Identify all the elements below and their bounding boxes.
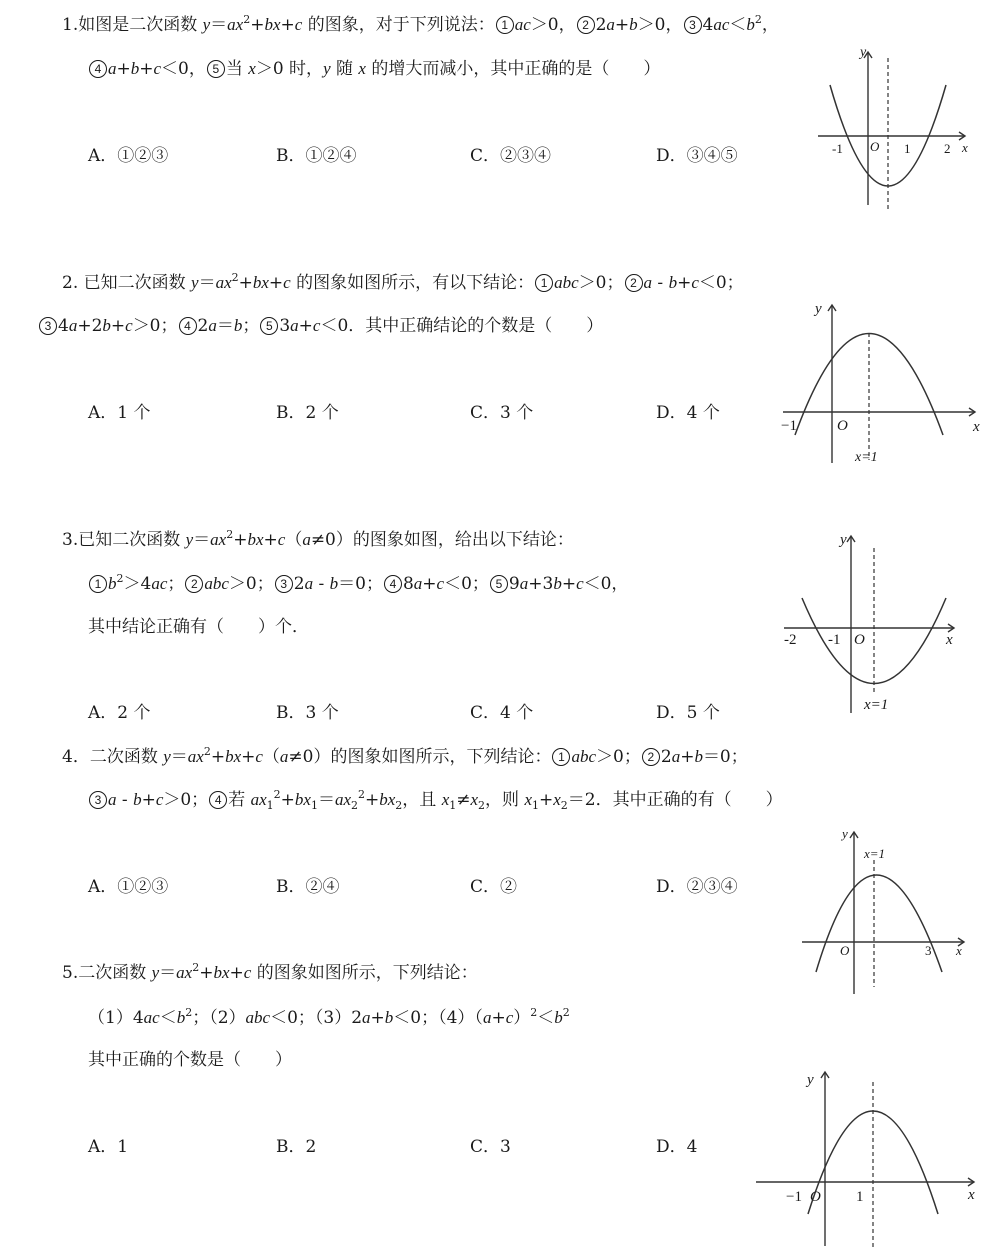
q4-origin-label: O bbox=[840, 943, 850, 958]
q1-s1: ＞0， bbox=[530, 15, 576, 35]
q2-s2: ＜0； bbox=[698, 273, 744, 293]
q4-s3: ＞0； bbox=[163, 790, 209, 810]
q4-stem-mid: （ bbox=[262, 747, 280, 767]
q4-y-label: y bbox=[842, 826, 848, 841]
q5-stem-tail: 的图象如图所示，下列结论： bbox=[251, 963, 478, 983]
q1-option-c[interactable]: C．②③④ bbox=[470, 146, 552, 166]
q3-option-a[interactable]: A．2 个 bbox=[88, 703, 151, 723]
q4-s4-tail: ．其中正确的有（ ） bbox=[595, 790, 783, 810]
q1-s5-c: 随 bbox=[330, 59, 359, 79]
q2-s5: ＜0．其中正确结论的个数是（ ） bbox=[320, 316, 604, 336]
q4-stem-line1: 4．二次函数 $y=ax^2+bx+c(a\ne 0)$的图象如图所示，下列结论： 1 abc＞0； 2 2a+b＝0； bbox=[62, 745, 748, 767]
q5-y-label: y bbox=[807, 1072, 814, 1088]
q1-s5-b: ＞0 时， bbox=[255, 59, 324, 79]
q3-graph bbox=[780, 528, 980, 718]
q3-stem-line2: 1 $b^2>4ac$； 2 abc＞0； 3 2a - b＝0； 4 8a+c＜0； 5 9a+3b+c＜0， bbox=[88, 573, 628, 595]
q2-s1: ＞0； bbox=[578, 273, 624, 293]
q2-y-label: y bbox=[815, 301, 822, 317]
q5-s1-label: （1） bbox=[88, 1008, 133, 1028]
q2-s3: ＞0； bbox=[132, 316, 178, 336]
q5-graph bbox=[752, 1062, 987, 1252]
q4-stem-line2: 3 a - b+c＞0； 4 若 $ax_1^2+bx_1=ax_2^2+bx_2$，且 $x_1\ne x_2$，则 $x_1+x_2=2$．其中正确的有（ ） bbox=[88, 789, 783, 811]
q4-graph bbox=[798, 822, 973, 997]
q1-s5-d: 的增大而减小，其中正确的是（ ） bbox=[365, 59, 661, 79]
q4-stem-tail: ≠0）的图象如图所示，下列结论： bbox=[288, 747, 552, 767]
q2-tick-neg1: −1 bbox=[781, 418, 797, 434]
q5-stem-line2: $(1)4ac<b^2$；（2）abc＜0；（3）2a+b＜0；$(4)(a+c)^2<b^2$ bbox=[88, 1006, 570, 1028]
q4-s1: ＞0； bbox=[596, 747, 641, 767]
q3-option-c[interactable]: C．4 个 bbox=[470, 703, 534, 723]
q4-s4-lead: 若 bbox=[228, 790, 251, 810]
q5-stem-line3: 其中正确的个数是（ ） bbox=[88, 1050, 292, 1070]
q4-option-a[interactable]: A．①②③ bbox=[88, 877, 169, 897]
q5-option-a[interactable]: A．1 bbox=[88, 1137, 129, 1157]
q4-s4-mid2: ，则 bbox=[485, 790, 525, 810]
q3-tick-neg2: -2 bbox=[784, 632, 797, 648]
q2-stem-line1: 2. 已知二次函数 $y=ax^2+bx+c$ 的图象如图所示，有以下结论： 1 abc＞0； 2 a - b+c＜0； bbox=[62, 271, 744, 293]
q1-s2: ＞0， bbox=[637, 15, 683, 35]
q1-graph bbox=[810, 40, 980, 215]
q3-s2: ＞0； bbox=[228, 574, 274, 594]
q1-stem-mid: 的图象，对于下列说法： bbox=[302, 15, 495, 35]
q3-stem-tail: ≠0）的图象如图，给出以下结论： bbox=[310, 530, 574, 550]
q1-y-label: y bbox=[860, 45, 867, 60]
q5-origin-label: O bbox=[810, 1189, 821, 1205]
q3-stem-mid: （ bbox=[285, 530, 303, 550]
q1-stem-lead: 1.如图是二次函数 bbox=[62, 15, 203, 35]
q3-option-d[interactable]: D．5 个 bbox=[656, 703, 720, 723]
q1-option-a[interactable]: A．①②③ bbox=[88, 146, 169, 166]
q1-tick-2: 2 bbox=[944, 141, 951, 156]
q2-option-b[interactable]: B．2 个 bbox=[276, 403, 339, 423]
q2-stem-lead: 2. 已知二次函数 bbox=[62, 273, 192, 293]
q4-option-d[interactable]: D．②③④ bbox=[656, 877, 738, 897]
q1-tick-1: 1 bbox=[904, 141, 911, 156]
q2-option-a[interactable]: A．1 个 bbox=[88, 403, 151, 423]
q4-x-label: x bbox=[956, 943, 962, 958]
q1-stem-line1: 1.如图是二次函数 $y=ax^2+bx+c$ 的图象，对于下列说法： 1 ac＞0， 2 2a+b＞0， 3 $4ac<b^2$， bbox=[62, 13, 779, 35]
q5-s4-label: ＜0；（4）（ bbox=[393, 1008, 483, 1028]
q2-graph bbox=[775, 295, 995, 470]
q4-parabola bbox=[816, 875, 942, 972]
q3-origin-label: O bbox=[854, 632, 865, 648]
q5-s4-close: ） bbox=[513, 1008, 531, 1028]
q1-option-b[interactable]: B．①②④ bbox=[276, 146, 357, 166]
q1-s4: ＜0， bbox=[161, 59, 206, 79]
q4-s2: ； bbox=[730, 747, 748, 767]
q1-option-d[interactable]: D．③④⑤ bbox=[656, 146, 738, 166]
q4-axis-label: x=1 bbox=[864, 846, 886, 861]
q3-s1: ； bbox=[167, 574, 185, 594]
q2-option-d[interactable]: D．4 个 bbox=[656, 403, 720, 423]
q4-s4-mid: ，且 bbox=[402, 790, 442, 810]
q1-stem-line2: 4 a+b+c＜0， 5 当 x＞0 时，y 随 x 的增大而减小，其中正确的是（ ） bbox=[88, 58, 660, 80]
q5-x-label: x bbox=[968, 1187, 975, 1203]
q5-option-c[interactable]: C．3 bbox=[470, 1137, 511, 1157]
q3-s3: ； bbox=[365, 574, 383, 594]
q5-option-b[interactable]: B．2 bbox=[276, 1137, 317, 1157]
q3-stem-line1: 3.已知二次函数 $y=ax^2+bx+c(a\ne 0)$的图象如图，给出以下结论： bbox=[62, 528, 574, 550]
q3-s5: ＜0， bbox=[583, 574, 629, 594]
q4-option-b[interactable]: B．②④ bbox=[276, 877, 340, 897]
q5-s2-label: ；（2） bbox=[192, 1008, 246, 1028]
q2-s4: ； bbox=[242, 316, 260, 336]
q3-stem-line3: 其中结论正确有（ ）个． bbox=[88, 617, 309, 637]
q3-y-label: y bbox=[840, 532, 847, 548]
q1-tick-neg1: -1 bbox=[832, 141, 843, 156]
q4-tick-3: 3 bbox=[925, 943, 932, 958]
q3-option-b[interactable]: B．3 个 bbox=[276, 703, 339, 723]
q5-tick-1: 1 bbox=[856, 1189, 864, 1205]
q2-x-label: x bbox=[973, 419, 980, 435]
q1-x-label: x bbox=[962, 140, 968, 155]
q4-stem-lead: 4．二次函数 bbox=[62, 747, 164, 767]
q5-option-d[interactable]: D．4 bbox=[656, 1137, 698, 1157]
q5-s3-label: ＜0；（3） bbox=[270, 1008, 352, 1028]
q2-axis-label: x=1 bbox=[855, 450, 878, 465]
q3-axis-label: x=1 bbox=[864, 697, 889, 713]
q5-tick-neg1: −1 bbox=[786, 1189, 802, 1205]
q5-stem-lead: 5.二次函数 bbox=[62, 963, 152, 983]
q3-s4: ＜0； bbox=[444, 574, 489, 594]
q3-tick-neg1: -1 bbox=[828, 632, 841, 648]
q4-option-c[interactable]: C．② bbox=[470, 877, 518, 897]
q2-stem-line2: 3 4a+2b+c＞0； 4 2a＝b； 5 3a+c＜0．其中正确结论的个数是（ ） bbox=[38, 315, 603, 337]
q1-s3: ＜ bbox=[729, 15, 747, 35]
q2-stem-mid: 的图象如图所示，有以下结论： bbox=[290, 273, 535, 293]
q2-origin-label: O bbox=[837, 418, 848, 434]
q1-origin-label: O bbox=[870, 139, 880, 154]
q2-option-c[interactable]: C．3 个 bbox=[470, 403, 534, 423]
q3-stem-lead: 3.已知二次函数 bbox=[62, 530, 186, 550]
q5-stem-line1: 5.二次函数 $y=ax^2+bx+c$ 的图象如图所示，下列结论： bbox=[62, 961, 478, 983]
q1-s5-a: 当 bbox=[225, 59, 249, 79]
q3-x-label: x bbox=[946, 632, 953, 648]
